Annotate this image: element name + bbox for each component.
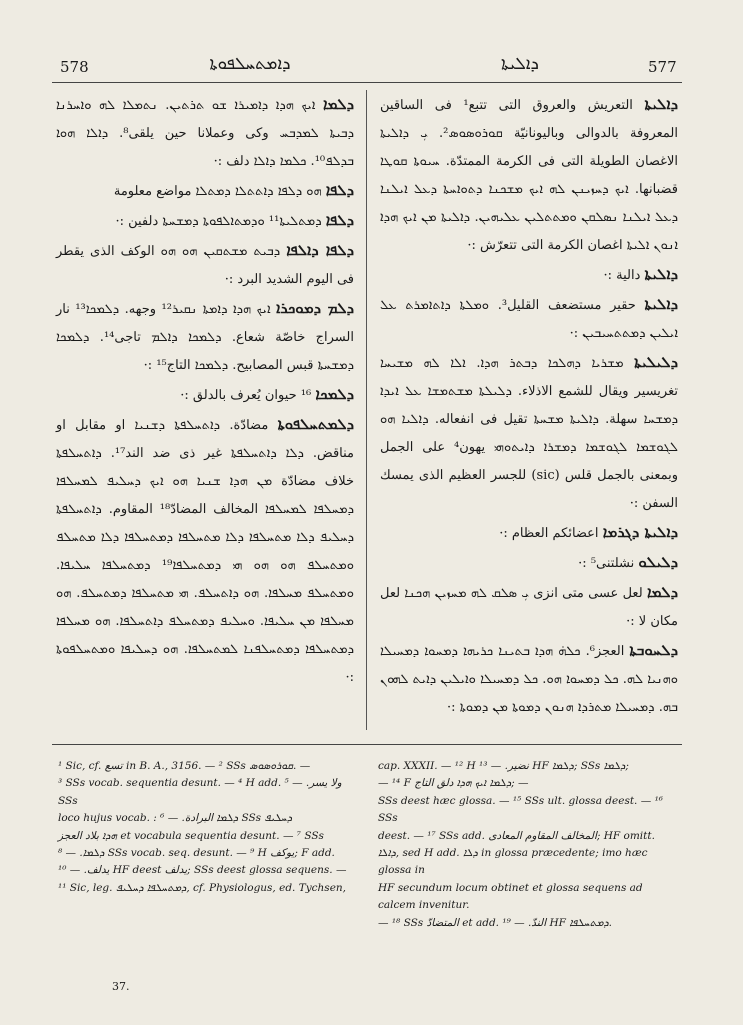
footnote-line: ܕܐܠܐ, sed H add. ܕܠܐ in glossa præcedente; imo hæc glossa in [378, 847, 648, 877]
entry-text: ܗܘ ܕܠܦܐ ܕܐܬܬܠܐ ܕܡܬܠܐ مواضع معلومة [113, 184, 322, 199]
entry-head: ܕܠܦܐ [325, 181, 354, 199]
entry: ܕܠܚܘܒܬܐ العجز⁶. ܟܠܗ̇ ܗܕܐ ܒܬܝܢܐ ܟܪܝܗܐ ܕܡܚܘܐ ܕܡܚܝܠܐ ܘܗܢܝܐ ܠܗ. ܟܠ ܕܡܚܘܐ ܗܘ. ܟܠ ܕܡܚܝܠܐ ܘܐܝܠܝܢ ܕܐܝܬ ܠܗܘܢ ܒܗ. ܕܡܚܝܠܐ ܡܬܪܕܐ ܗܢܘܢ ܕܡܘܬܐ ܡܢ ܕܡܘܬܐ :· [380, 641, 678, 715]
footnote-line: يدلف. — ¹⁰ HF deest يدلف; SSs deest glossa sequens. — [58, 864, 347, 877]
footnote-line: HF secundum locum obtinet et glossa sequens ad calcem invenitur. [378, 881, 643, 912]
right-running-head: ܕܐܠܝܬܐ [501, 54, 539, 74]
entry-head: ܕܠܡܟܐ [315, 385, 354, 403]
footnote-line: loco hujus vocab. : ܕܠܡܐ البرادة. — ⁶ SSs ܕܚܠܝܦ [58, 812, 293, 825]
left-running-head: ܕܐܡܬܚܠܦܘܬܐ [209, 54, 291, 74]
footnotes-right [378, 758, 683, 932]
footnote-line: — ¹⁸ SSs المتضادّ et add. الندّ. — ¹⁹ HF ܕܡܬܚܠܦܐ. [378, 916, 613, 929]
entry: ܕܠܦܐ ܕܐܠܦܐ ܕܒܝܬ ܡܫܬܩܝܢ ܗܘ ܗܘ الوكف الذى يقطر فى اليوم الشديد البرد :· [56, 241, 354, 287]
entry-head: ܕܠܦܐ [325, 211, 354, 229]
entry: ܕܠܡܬܚܠܦܘܬܐ مضادّة. ܕܐܬܚܠܦܬܐ ܕܫܢܝܐ او مقابل او مناقض. ܕܠܐ ܕܐܬܚܠܦܬܐ غير ذى ضد الند¹⁷. ܕܐܬܚܠܦܬܐ خلاف مضادّة ܡܢ ܗܕܐ ܫܢܝܐ ܗܘ ܐܝܟ ܕܚܠܝܦ ܠܡܚܠܦܐ ܕܡܚܠܦܐ ܠܡܚܠܦܐ المخالف المضادّ¹⁸ المقاوم. ܕܐܬܚܠܦܬܐ ܕܚܠܝܦ ܕܠܐ ܡܬܚܠܦܐ ܕܠܐ ܡܬܚܠܦܐ ܕܡܬܚܠܦܐ ܕܠܐ ܡܬܚܠܦ ܘܡܬܚܠܦ ܗܘ ܗܘ ܗܝ ܕܡܬܚܠܦܐ¹⁹ ܕܡܬܚܠܦܐ ܚܠܝܦܐ. ܘܡܬܚܠܦ ܡܚܠܦܐ. ܗܘ ܕܐܬܚܠܦ. ܗܝ ܡܬܚܠܦܐ ܕܡܬܚܠܦ. ܗܘ ܡܚܠܦܐ ܡܢ ܚܠܝܦܐ. ܘܚܠܝܦ ܕܡܬܚܠܦ ܕܐܬܚܠܦܐ. ܗܘ ܡܚܠܦܐ ܕܡܬܚܠܦܐ ܕܡܬܚܠܦܢܐ ܠܡܬܚܠܦܐ. ܗܘ ܕܚܠܝܦܐ ܘܡܬܚܠܦܘܬܐ :· [56, 415, 355, 685]
entry-text: ܕܒܝܬ ܡܫܬܩܝܢ ܗܘ ܗܘ الوكف الذى يقطر فى اليوم الشديد البرد [56, 244, 354, 287]
footnote-rule [52, 744, 682, 745]
footnote-line: ܗܕܐ بلاد العجز et vocabula sequentia desunt. — ⁷ SSs [58, 829, 324, 842]
entry: ܕܠܡܟܐ ¹⁶ حيوان يُعرف بالدلق :· [180, 385, 354, 403]
footnote-line: deest. — ¹⁷ SSs add. المخالف المقاوم المعادى; HF omitt. [378, 829, 655, 842]
entry: ܕܠܝܠܝܬܐ ܡܫܪܝܐ ܕܗܠܟܐ ܕܒܬܪ ܗܕܐ. ܐܠܐ ܠܗ ܡܫܝܚܐ تغريسير ويقال للشمع الاذلاء. ܕܠܝܠܬܐ ܡܫܬܡܫܐ ܥܠ ܐܝܕܐ ܕܡܫܚܐ سهلة. ܕܐܠܝܬܐ ܡܫܚܬܐ تقيل فى انفعاله. ܕܐܠܝܐ ܗܘ ܠܓܘܫܡܐ ܠܓܘܫܡܐ ܕܡܫܪܐ ܕܐܝܬܘܗܝ يهون⁴ على الجمل وبمعنى بالجمل قلس (sic) للجسر العظيم الذى يمسك السفن :· [380, 353, 679, 511]
entry: ܕܐܠܝܬܐ التعريش والعروق التى تتبع¹ فى الساقين المعروفة بالدوالى وباليونانيّة ܩܘܪܘܣܘܣ². ܝܼ ܕܐܠܝܬܐ الاغصان الطويلة التى فى الكرمة الممتدّة. ܚܝܘܬܐ ܩܘܛܐ قضبانها. ܐܝܟ ܕܚܙܝܢܢ ܠܗ ܐܝܟ ܡܫܟܢܐ ܕܬܘܐܚܬܐ ܕܥܠ ܐܝܠܢܐ ܕܥܠ ܐܝܠܢܐ ܢܣܠܩܢ ܘܡܬܬܠܝܢ ܥܠܝܗܝܢ. ܕܐܠܝܬܐ ܡܢ ܐܝܟ ܗܕܐ ܐܢܘܢ ܐܠܝܬܐ اغصان الكرمة التى تتعرّش :· [380, 95, 678, 253]
entry-text: حقير مستضعف القليل³. ܘܡܠܬܐ ܕܐܬܐܡܪܬ ܥܠ ܐܝܠܝܢ ܕܡܬܬܚܝܒܝܢ [380, 298, 678, 341]
footnotes-left [58, 758, 363, 897]
entry: ܕܠܡܐ ܐܝܟ ܗܕܐ ܕܐܡܝܪܐ ܫܘ ܬܪܬܝܢ. ܢܬܡܠܐ ܠܗ ܘܐܚܪܢܐ ܕܒܝܬܐ ܠܡܕܒܚ وكى وعملانا حين يلقى⁸. ܕܐܠܐ ܗܘܐ ܒܕܠܦ¹⁰. ܟܠܡܐ ܕܐܠܐ دلف :· [56, 95, 355, 169]
entry-head: ܕܠܝܠܘ [638, 553, 678, 571]
entry-text: التعريش والعروق التى تتبع¹ فى الساقين المعروفة بالدوالى وباليونانيّة ܩܘܪܘܣܘܣ². ܝܼ ܕܐܠܝܬܐ الاغصان الطويلة التى فى الكرمة الممتدّة. ܚܝܘܬܐ ܩܘܛܐ قضبانها. ܐܝܟ ܕܚܙܝܢܢ ܠܗ ܐܝܟ ܡܫܟܢܐ ܕܬܘܐܚܬܐ ܕܥܠ ܐܝܠܢܐ ܕܥܠ ܐܝܠܢܐ ܢܣܠܩܢ ܘܡܬܬܠܝܢ ܥܠܝܗܝܢ. ܕܐܠܝܬܐ ܡܢ ܐܝܟ ܗܕܐ ܐܢܘܢ ܐܠܝܬܐ اغصان الكرمة التى تتعرّش [380, 98, 678, 253]
entry-text: لعل عسى متى انزى ܝܼ ܣܠܩ ܠܗ ܡܚܙܝܢ ܗܟܢܐ لعل مكان لا [380, 586, 678, 629]
footnote-line: cap. XXXII. — ¹² H نضير. — ¹³ HF ܕܠܡܐ; SSs ܕܠܡܐ; [378, 760, 629, 772]
entry-text: نشلتنى⁵ [590, 556, 635, 571]
entry: ܕܐܠܝܬܐ ܕܓܪܡܐ اعضائكم العظام :· [499, 523, 678, 541]
entry-head: ܕܠܚܘܒܬܐ [629, 641, 678, 659]
entry-head: ܕܠܡܬܚܠܦܘܬܐ [277, 415, 354, 433]
entry: ܕܠܡܐ لعل عسى متى انزى ܝܼ ܣܠܩ ܠܗ ܡܚܙܝܢ ܗܟܢܐ لعل مكان لا :· [380, 583, 678, 629]
entry: ܕܐܠܝܬܐ دالية :· [603, 265, 678, 283]
left-page-number: 578 [60, 58, 89, 76]
footnote-line: — ¹⁴ F ܕܠܡܐ ܐܝܟ ܗܕܐ دلق التاج; — [378, 777, 529, 790]
entry-head: ܕܠܝܠܝܬܐ [634, 353, 678, 371]
right-column [380, 90, 678, 730]
footnote-line: SSs deest hæc glossa. — ¹⁵ SSs ult. glossa deest. — ¹⁶ SSs [378, 794, 663, 825]
entry-text: ܕܡܬܠܝܬܐ¹¹ ܘܕܡܬܐܠܦܘܬܐ ܕܡܫܚܬܐ دلفين [128, 214, 322, 229]
entry-text: مضادّة. ܕܐܬܚܠܦܬܐ ܕܫܢܝܐ او مقابل او مناقض. ܕܠܐ ܕܐܬܚܠܦܬܐ غير ذى ضد الند¹⁷. ܕܐܬܚܠܦܬܐ خلاف مضادّة ܡܢ ܗܕܐ ܫܢܝܐ ܗܘ ܐܝܟ ܕܚܠܝܦ ܠܡܚܠܦܐ ܕܡܚܠܦܐ ܠܡܚܠܦܐ المخالف المضادّ¹⁸ المقاوم. ܕܐܬܚܠܦܬܐ ܕܚܠܝܦ ܕܠܐ ܡܬܚܠܦܐ ܕܠܐ ܡܬܚܠܦܐ ܕܡܬܚܠܦܐ ܕܠܐ ܡܬܚܠܦ ܘܡܬܚܠܦ ܗܘ ܗܘ ܗܝ ܕܡܬܚܠܦܐ¹⁹ ܕܡܬܚܠܦܐ ܚܠܝܦܐ. ܘܡܬܚܠܦ ܡܚܠܦܐ. ܗܘ ܕܐܬܚܠܦ. ܗܝ ܡܬܚܠܦܐ ܕܡܬܚܠܦ. ܗܘ ܡܚܠܦܐ ܡܢ ܚܠܝܦܐ. ܘܚܠܝܦ ܕܡܬܚܠܦ ܕܐܬܚܠܦܐ. ܗܘ ܡܚܠܦܐ ܕܡܬܚܠܦܐ ܕܡܬܚܠܦܢܐ ܠܡܬܚܠܦܐ. ܗܘ ܕܚܠܝܦܐ ܘܡܬܚܠܦܘܬܐ [56, 418, 355, 657]
entry-head: ܕܐܠܝܬܐ ܕܓܪܡܐ [602, 523, 678, 541]
column-divider [366, 90, 367, 730]
entry-text: العجز⁶. ܟܠܗ̇ ܗܕܐ ܒܬܝܢܐ ܟܪܝܗܐ ܕܡܚܘܐ ܕܡܚܝܠܐ ܘܗܢܝܐ ܠܗ. ܟܠ ܕܡܚܘܐ ܗܘ. ܟܠ ܕܡܚܝܠܐ ܘܐܝܠܝܢ ܕܐܝܬ ܠܗܘܢ ܒܗ. ܕܡܚܝܠܐ ܡܬܪܕܐ ܗܢܘܢ ܕܡܘܬܐ ܡܢ ܕܡܘܬܐ [380, 644, 678, 715]
footnote-line: ¹¹ Sic, leg. ܕܡܬܚܠܦܐ ܕܚܠܝܦ, cf. Physiologus, ed. Tychsen, [58, 881, 347, 894]
entry-text: اعضائكم العظام [511, 526, 599, 541]
footnote-line: ³ SSs vocab. sequentia desunt. — ⁴ H add. ولا يسر. — ⁵ SSs [58, 777, 342, 807]
entry-text: ܐܝܟ ܗܕܐ ܕܐܡܬܐ ܢܩܝܪ¹² وجهه. ܕܠܡܟܐ¹³ نار السراج خاصّة شعاع. ܕܠܡܟܐ ܕܐܠܡ تاجى¹⁴. ܕܠܡܟܐ ܕܡܫܚܬܐ قبس المصابيح. ܕܠܡܟܐ التاج¹⁵ [56, 302, 354, 373]
signature-mark: 37. [112, 980, 130, 993]
entry-head: ܕܐܠܝܬܐ [644, 95, 678, 113]
entry: ܕܐܠܝܬܐ حقير مستضعف القليل³. ܘܡܠܬܐ ܕܐܬܐܡܪܬ ܥܠ ܐܝܠܝܢ ܕܡܬܬܚܝܒܝܢ :· [380, 295, 678, 341]
entry-text: دالية [616, 268, 641, 283]
entry-head: ܕܠܡ ܕܡܘܟܪܐ [276, 299, 354, 317]
header-rule [52, 82, 682, 83]
footnote-line: ܕܠܡܐ. — ⁸ SSs vocab. seq. desunt. — ⁹ H يوكف; F add. [58, 847, 335, 860]
entry-text: ܡܫܪܝܐ ܕܗܠܟܐ ܕܒܬܪ ܗܕܐ. ܐܠܐ ܠܗ ܡܫܝܚܐ تغريسير ويقال للشمع الاذلاء. ܕܠܝܠܬܐ ܡܫܬܡܫܐ ܥܠ ܐܝܕܐ ܕܡܫܚܐ سهلة. ܕܐܠܝܬܐ ܡܫܚܬܐ تقيل فى انفعاله. ܕܐܠܝܐ ܗܘ ܠܓܘܫܡܐ ܠܓܘܫܡܐ ܕܡܫܪܐ ܕܐܝܬܘܗܝ يهون⁴ على الجمل وبمعنى بالجمل قلس (sic) للجسر العظيم الذى يمسك السفن [380, 356, 679, 511]
entry-head: ܕܐܠܝܬܐ [644, 265, 678, 283]
entry-head: ܕܐܠܝܬܐ [644, 295, 678, 313]
entry-head: ܕܠܡܐ [646, 583, 678, 601]
entry [56, 176, 354, 206]
left-column [56, 90, 354, 730]
right-page-number: 577 [648, 58, 677, 76]
entry-text: ܐܝܟ ܗܕܐ ܕܐܡܝܪܐ ܫܘ ܬܪܬܝܢ. ܢܬܡܠܐ ܠܗ ܘܐܚܪܢܐ ܕܒܝܬܐ ܠܡܕܒܚ وكى وعملانا حين يلقى⁸. ܕܐܠܐ ܗܘܐ ܒܕܠܦ¹⁰. ܟܠܡܐ ܕܐܠܐ دلف [56, 98, 355, 169]
entry-head: ܕܠܦܐ ܕܐܠܦܐ [286, 241, 354, 259]
entry: ܕܠܦܐ ܕܡܬܠܝܬܐ¹¹ ܘܕܡܬܐܠܦܘܬܐ ܕܡܫܚܬܐ دلفين :· [115, 211, 354, 229]
footnote-line: ¹ Sic, cf. تسع in B. A., 3156. — ² SSs ܩܘܪܘܣܘܣ. — [58, 760, 311, 772]
entry: ܕܠܝܠܘ نشلتنى⁵ :· [578, 553, 678, 571]
entry: ܕܠܡ ܕܡܘܟܪܐ ܐܝܟ ܗܕܐ ܕܐܡܬܐ ܢܩܝܪ¹² وجهه. ܕܠܡܟܐ¹³ نار السراج خاصّة شعاع. ܕܠܡܟܐ ܕܐܠܡ تاجى¹⁴. ܕܠܡܟܐ ܕܡܫܚܬܐ قبس المصابيح. ܕܠܡܟܐ التاج¹⁵ :· [56, 299, 354, 373]
entry-text: ¹⁶ حيوان يُعرف بالدلق [192, 388, 312, 403]
entry-head: ܕܠܡܐ [322, 95, 354, 113]
